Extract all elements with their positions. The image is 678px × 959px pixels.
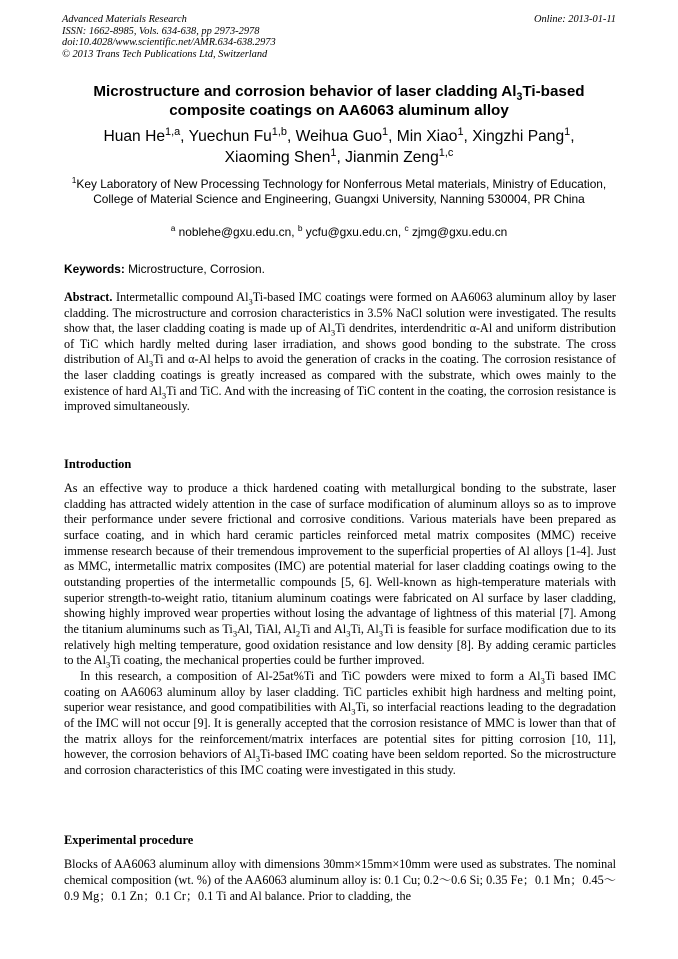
email-list: $^a$ noblehe@gxu.edu.cn, $^b$ ycfu@gxu.edu.cn, $^c$ zjmg@gxu.edu.cn (170, 223, 508, 239)
title-part: Ti-based (522, 83, 585, 100)
introduction-body (64, 481, 616, 778)
author: Weihua Guo$^1$, (295, 125, 397, 145)
copyright: © 2013 Trans Tech Publications Ltd, Switzerland (62, 48, 268, 60)
author: Huan He$^{1,a}$, (103, 125, 189, 145)
abstract-label: Abstract. (64, 290, 113, 304)
keywords (64, 262, 616, 277)
abstract: Abstract. Intermetallic compound $Al_3Ti$-based IMC coatings were formed on AA6063 aluminum alloy by laser cladding. The microstructure and corrosion characteristics in 3.5% NaCl solution were investigated. The results show that, the laser cladding coating is made up of $Al_3Ti$ dendrites, interdendritic α-Al and uniform distribution of TiC which hardly melted during laser irradiation, and shows good bonding to the substrate. The cross distribution of $Al_3Ti$ and α-Al helps to avoid the generation of cracks in the coating. The corrosion resistance of the laser cladding coatings is greatly increased as compared with the substrate, which owes mainly to the existence of hard $Al_3Ti$ and TiC. And with the increasing of TiC content in the coating, the corrosion resistance is improved simultaneously. (64, 290, 617, 414)
keywords-text: Microstructure, Corrosion. (124, 262, 265, 276)
email: zjmg@gxu.edu.cn (411, 225, 508, 239)
journal-header (62, 14, 616, 60)
issn: ISSN: 1662-8985, Vols. 634-638, pp 2973-2978 (62, 25, 260, 37)
keywords-label: Keywords: (64, 262, 125, 276)
affiliation (62, 177, 616, 207)
paragraph: In this research, a composition of Al-25at%Ti and TiC powders were mixed to form a $Al_3Ti$ based IMC coating on AA6063 aluminum alloy by laser cladding. TiC particles exhibit high hardness and melting point, superior wear resistance, and good compatibilities with $Al_3Ti$, so interfacial reactions leading to the degradation of the IMC will not occur [9]. It is generally accepted that the corrosion resistance of MMC is lower than that of the matrix alloys for the reinforcement/matrix interfaces are potential sites for pitting corrosion [10, 11], however, the corrosion behaviors of $Al_3Ti$-based IMC coating have been seldom reported. So the microstructure and corrosion characteristics of this IMC coating were investigated in this study. (64, 668, 616, 777)
doi: doi:10.4028/www.scientific.net/AMR.634-638.2973 (62, 37, 276, 49)
author-list (62, 127, 616, 168)
title-part: Microstructure and corrosion behavior of laser cladding Al (93, 83, 517, 100)
section-heading-introduction: Introduction (64, 457, 132, 471)
author: Jianmin Zeng$^{1,c}$ (345, 146, 454, 166)
affiliation-text: Key Laboratory of New Processing Technology for Nonferrous Metal materials, Ministry of Education, College of Material Science and Engineering, Guangxi University, Nanning 530004, PR China (76, 177, 607, 207)
section-heading-experimental: Experimental procedure (64, 833, 194, 847)
affiliation-mark: 1 (71, 175, 77, 186)
email: ycfu@gxu.edu.cn, (305, 225, 405, 239)
journal-name: Advanced Materials Research (62, 14, 187, 25)
email: noblehe@gxu.edu.cn, (178, 225, 298, 239)
experimental-body: Blocks of AA6063 aluminum alloy with dimensions 30mm×15mm×10mm were used as substrates. The nominal chemical composition (wt. %) of the AA6063 aluminum alloy is: 0.1 Cu; 0.2～0.6 Si; 0.35 Fe；0.1 Mn；0.45～0.9 Mg；0.1 Zn；0.1 Cr；0.1 Ti and Al balance. Prior to cladding, the (64, 857, 616, 903)
author: Xiaoming Shen$^1$, (224, 146, 346, 166)
author: Yuechun Fu$^{1,b}$, (188, 125, 296, 145)
paper-title (62, 83, 616, 120)
author: Xingzhi Pang$^1$, (472, 125, 575, 145)
online-date: Online: 2013-01-11 (533, 14, 616, 25)
title-sub: 3 (516, 91, 523, 104)
title-line-2: composite coatings on AA6063 aluminum alloy (169, 101, 509, 119)
paragraph: As an effective way to produce a thick hardened coating with metallurgical bonding to the substrate, laser cladding has attracted widely attention in the case of surface modification of aluminum alloys so as to improve their performance under severe frictional and corrosive conditions. Various materials have been prepared as surface coating, and in which hard ceramic particles reinforced metal matrix composites (MMC) receive immense research because of their tremendous improvement to the superficial properties of Al alloys [1-4]. Just as MMC, intermetallic matrix composites (IMC) are potential material for laser cladding coatings owing to the outstanding properties of the intermetallic compounds [5, 6]. Well-known as high-temperature materials with superior strength-to-weight ratio, titanium aluminum coatings were fabricated on Al surface by laser cladding, showing highly improved wear properties without losing the advantage of lightness of this material [7]. Among the titanium aluminums such as $Ti_3Al$, TiAl, $Al_2Ti$ and $Al_3Ti$, $Al_3Ti$ is feasible for surface modification due to its relatively high melting temperature, good oxidation resistance and low density [8]. By adding ceramic particles to the $Al_3Ti$ coating, the mechanical properties could be further improved. (64, 481, 617, 670)
author: Min Xiao$^1$, (396, 125, 473, 145)
